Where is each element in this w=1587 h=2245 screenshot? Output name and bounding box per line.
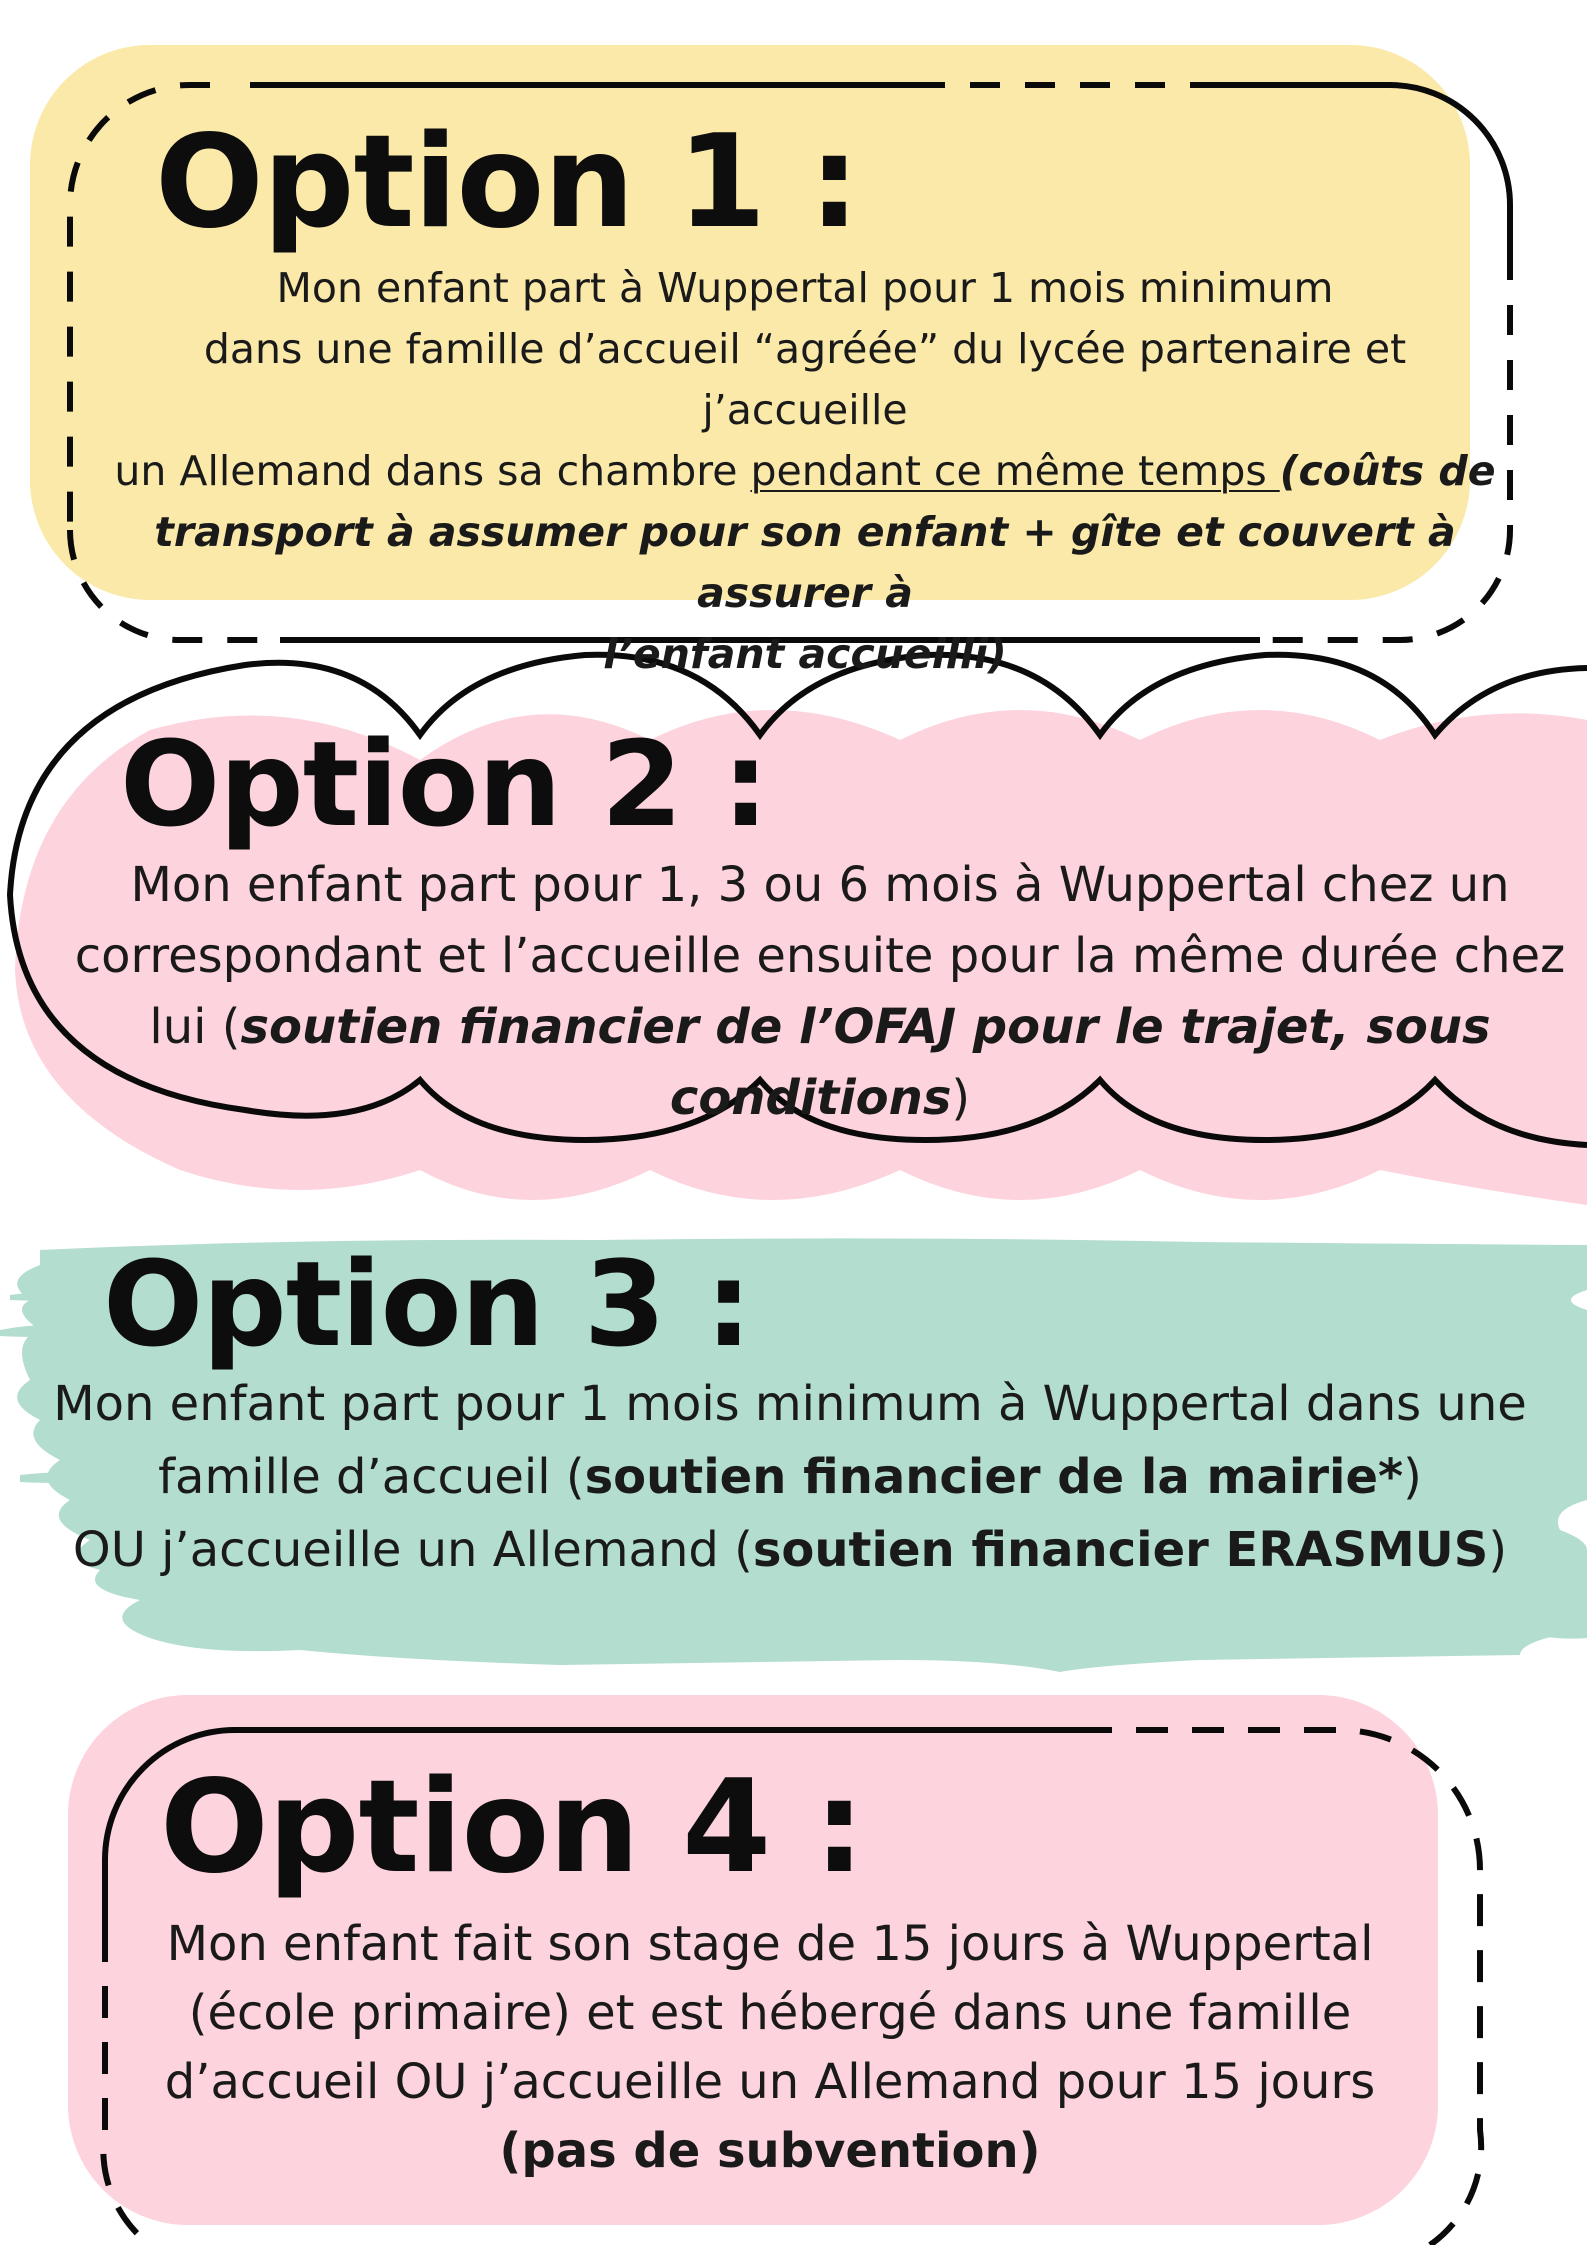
- option2-description: [60, 850, 1580, 1134]
- option1-line1: Mon enfant part à Wuppertal pour 1 mois minimum: [276, 264, 1334, 312]
- option4-line1: Mon enfant fait son stage de 15 jours à Wuppertal: [166, 1916, 1374, 1972]
- option4-line4: (pas de subvention): [499, 2123, 1041, 2179]
- option4-line3: d’accueil OU j’accueille un Allemand pour 15 jours: [164, 2054, 1376, 2110]
- option3-mairie-funding: soutien financier de la mairie*: [584, 1449, 1404, 1505]
- option3-title: Option 3 :: [103, 1235, 752, 1373]
- option3-line3-prefix: OU j’accueille un Allemand (: [72, 1522, 753, 1578]
- option1-underlined-text: pendant ce même temps: [750, 447, 1280, 495]
- option2-title: Option 2 :: [120, 715, 769, 853]
- option2-funding-note: soutien financier de l’OFAJ pour le trajet, sous conditions: [240, 999, 1491, 1126]
- option3-line1: Mon enfant part pour 1 mois minimum à Wuppertal dans une: [53, 1376, 1527, 1432]
- option4-description: [120, 1910, 1420, 2186]
- option2-line2: correspondant et l’accueille ensuite pour la même durée chez: [74, 928, 1566, 984]
- option1-line5: l’enfant accueilli): [603, 630, 1007, 678]
- option3-erasmus-funding: soutien financier ERASMUS: [752, 1522, 1489, 1578]
- option1-line2: dans une famille d’accueil “agréée” du lycée partenaire et j’accueille: [203, 325, 1407, 434]
- option1-line3-text: un Allemand dans sa chambre: [114, 447, 751, 495]
- option1-line3: [95, 441, 1515, 502]
- option4-title: Option 4 :: [160, 1753, 864, 1902]
- option2-line3-suffix: ): [951, 1070, 971, 1126]
- option3-line2: [20, 1441, 1560, 1514]
- option1-line4: transport à assumer pour son enfant + gîte et couvert à assurer à: [154, 508, 1456, 617]
- option3-line2-suffix: ): [1403, 1449, 1422, 1505]
- option3-line2-prefix: famille d’accueil (: [158, 1449, 585, 1505]
- option3-line3: [20, 1514, 1560, 1587]
- option1-description: [95, 258, 1515, 685]
- option2-line3: [60, 992, 1580, 1134]
- option1-costs-note: (coûts de: [1279, 447, 1496, 495]
- option3-description: [20, 1368, 1560, 1587]
- option2-line1: Mon enfant part pour 1, 3 ou 6 mois à Wuppertal chez un: [130, 857, 1510, 913]
- option4-line2: (école primaire) et est hébergé dans une famille: [188, 1985, 1352, 2041]
- option1-title: Option 1 :: [155, 108, 859, 257]
- option3-line3-suffix: ): [1488, 1522, 1508, 1578]
- option2-line3-prefix: lui (: [149, 999, 241, 1055]
